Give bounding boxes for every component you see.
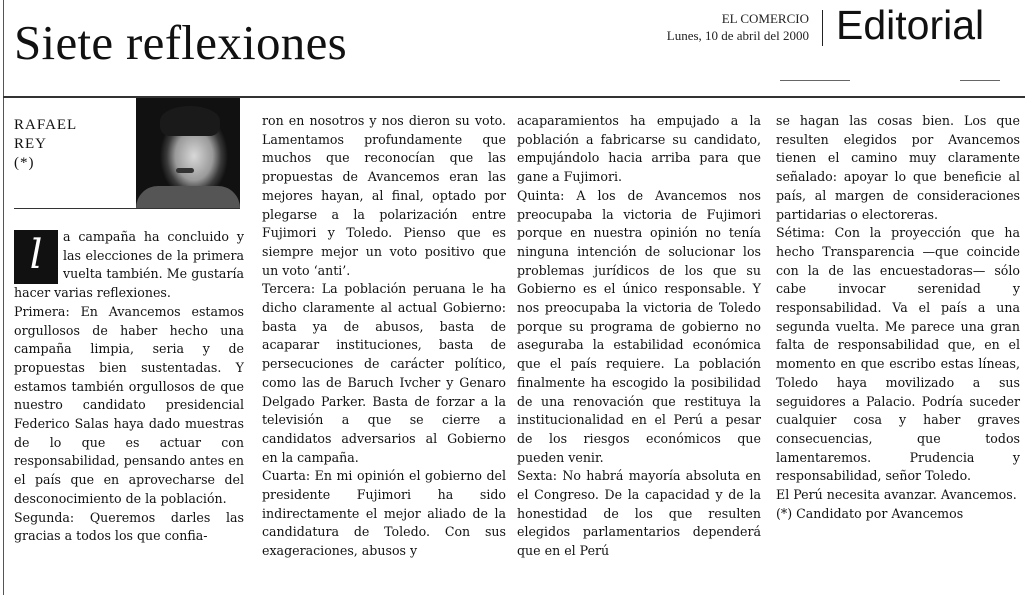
article-paragraph: se hagan las cosas bien. Los que resulten elegidos por Avancemos tienen el camino muy claramente señalado: apoyar lo que beneficie al país, al margen de consideraciones partidarias o electoreras.	[776, 113, 1020, 222]
section-label: Editorial	[836, 2, 985, 48]
author-first-name: RAFAEL	[14, 117, 78, 133]
article-column-1	[14, 228, 244, 546]
article-paragraph: ron en nosotros y nos dieron su voto. Lamentamos profundamente que muchos que reconocían que las propuestas de Avancemos eran las mejores hayan, al final, optado por plegarse a la polarización entre Fujimori y Toledo. Pienso que es siempre mejor un voto positivo que un voto ‘anti’.	[262, 113, 506, 278]
photo-shoulders-shape	[136, 186, 240, 208]
publication-name: EL COMERCIO	[721, 11, 809, 26]
article-paragraph: Quinta: A los de Avancemos nos preocupaba la victoria de Fujimori porque en nuestra opinión no tenía ninguna intención de solucionar los problemas jurídicos de los que su Gobierno es el único responsable. Y nos preocupaba la victoria de Toledo porque su programa de gobierno no aseguraba la estabilidad económica que el país requiere. La población finalmente ha escogido la posibilidad de una renovación que restituya la institucionalidad en el Perú a pesar de los riesgos económicos que pueden venir.	[517, 187, 761, 465]
article-column-3	[517, 112, 761, 561]
header-dash-rule	[960, 80, 1000, 81]
byline-rule	[14, 208, 240, 209]
article-paragraph: l a campaña ha concluido y las elecciones de la primera vuelta también. Me gustaría hacer varias reflexiones.	[14, 229, 244, 301]
author-note-marker: (*)	[14, 155, 35, 171]
byline	[14, 116, 77, 173]
masthead	[667, 10, 809, 44]
header-dash-rule	[780, 80, 850, 81]
article-paragraph: Primera: En Avancemos estamos orgullosos de haber hecho una campaña limpia, seria y de propuestas bien sustentadas. Y estamos también orgullosos de que nuestro candidato presidencial Federico Salas haya dado muestras de lo que es actuar con responsabilidad, pensando antes en el país que en aprovecharse del desconocimiento de la población.	[14, 303, 244, 506]
drop-cap: l	[14, 230, 58, 284]
article-paragraph: Segunda: Queremos darles las gracias a todos los que confia-	[14, 509, 244, 544]
article-paragraph: Cuarta: En mi opinión el gobierno del presidente Fujimori ha sido indirectamente el mejor aliado de la candidatura de Toledo. Con sus exageraciones, abusos y	[262, 468, 506, 559]
author-photo	[136, 98, 240, 208]
publication-date: Lunes, 10 de abril del 2000	[666, 28, 809, 43]
page-left-border	[3, 0, 4, 595]
masthead-divider	[822, 10, 823, 46]
article-column-2	[262, 112, 506, 561]
article-paragraph: Sexta: No habrá mayoría absoluta en el Congreso. De la capacidad y de la honestidad de los que resulten elegidos parlamentarios dependerá que en el Perú	[517, 468, 761, 559]
article-paragraph: Sétima: Con la proyección que ha hecho Transparencia —que coincide con la de las encuestadoras— sólo cabe invocar serenidad y responsabilidad. Va el país a una segunda vuelta. Me parece una gran falta de responsabilidad que, en el momento en que escribo estas líneas, Toledo haya movilizado a sus seguidores a Palacio. Podría suceder cualquier cosa y haber graves consecuencias, que todos lamentaremos. Prudencia y responsabilidad, señor Toledo.	[776, 225, 1020, 484]
photo-hair-shape	[160, 106, 220, 136]
article-paragraph: Tercera: La población peruana le ha dicho claramente al actual Gobierno: basta ya de abusos, basta de acaparar instituciones, basta de persecuciones de carácter político, como las de Baruch Ivcher y Genaro Delgado Parker. Basta de forzar a la televisión a que se cierre a candidatos adversarios al Gobierno en la campaña.	[262, 281, 506, 465]
photo-mouth-shape	[176, 168, 194, 173]
article-paragraph: acaparamientos ha empujado a la población a fabricarse su candidato, empujándolo hacia arriba para que gane a Fujimori.	[517, 113, 761, 185]
author-footnote: (*) Candidato por Avancemos	[776, 505, 964, 521]
article-paragraph: El Perú necesita avanzar. Avancemos.	[776, 487, 1017, 503]
article-headline: Siete reflexiones	[14, 15, 348, 70]
author-last-name: REY	[14, 136, 47, 152]
article-column-4	[776, 112, 1020, 523]
